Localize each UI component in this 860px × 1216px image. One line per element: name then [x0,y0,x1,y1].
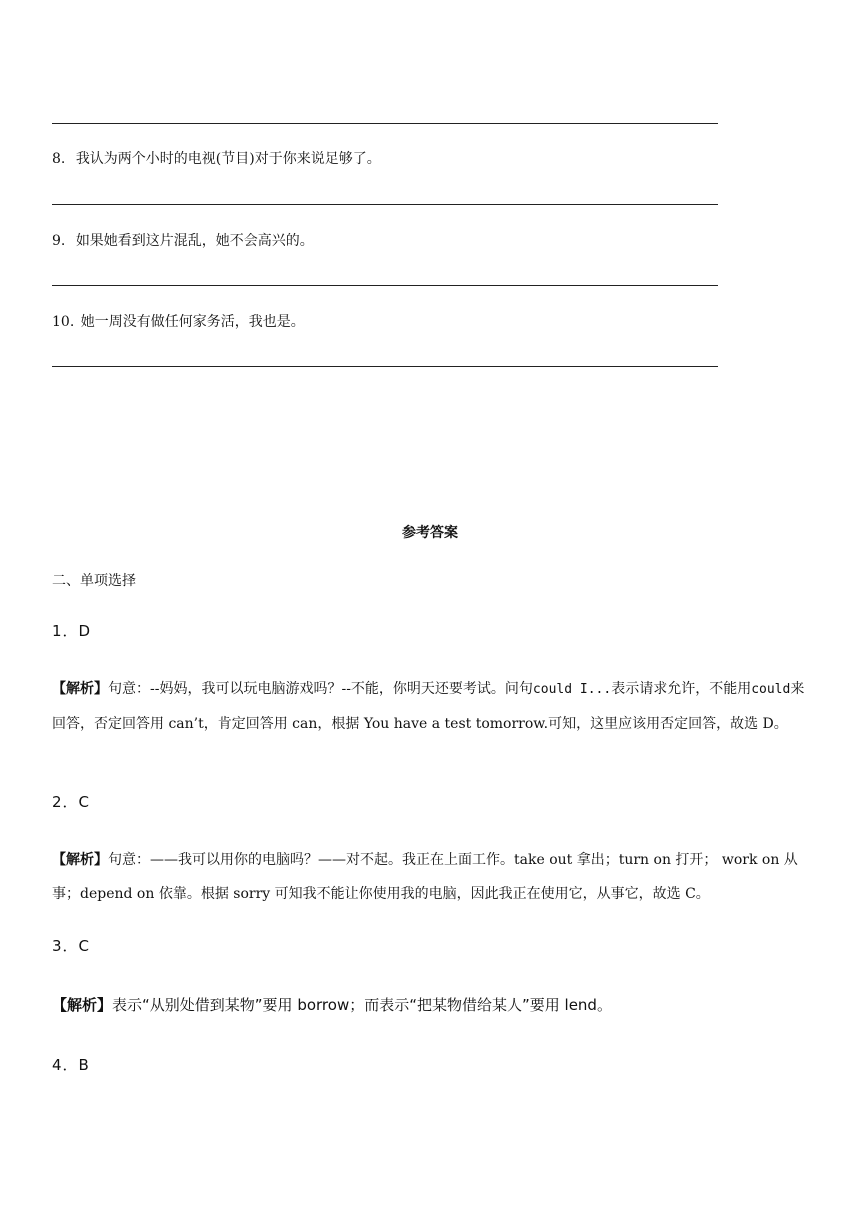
code-snippet: could [751,682,791,697]
answer-label-1: 1．D [52,622,92,640]
explanation-tag: 【解析】 [52,996,113,1014]
explanation-text: 表示请求允许，不能用 [611,681,752,697]
question-number: 10. [52,314,75,330]
explanation-2 [52,843,812,911]
answer-line [52,366,718,367]
answer-line [52,285,718,286]
answer-line [52,204,718,205]
explanation-text: 句意：--妈妈，我可以玩电脑游戏吗？--不能，你明天还要考试。问句 [108,681,533,697]
question-number: 9. [52,233,66,249]
answer-label-4: 4．B [52,1056,90,1074]
answers-title: 参考答案 [402,525,458,541]
question-text: 她一周没有做任何家务活，我也是。 [80,314,305,330]
explanation-text: 句意：——我可以用你的电脑吗？——对不起。我正在上面工作。take out 拿出；turn on 打开； work on 从事；depend on 依靠。根据 sorry 可知我不能让你使用我的电脑，因此我正在使用它，从事它，故选 C。 [52,852,798,902]
explanation-3 [52,988,812,1022]
answer-label-2: 2．C [52,793,91,811]
explanation-tag: 【解析】 [52,681,108,697]
explanation-1 [52,672,812,741]
code-snippet: could I... [532,682,612,697]
question-number: 8. [52,151,66,167]
question-10 [52,311,305,331]
explanation-text: 来回答，否定回答用 can’t，肯定回答用 can，根据 You have a test tomorrow.可知，这里应该用否定回答，故选 D。 [52,681,805,732]
answer-line [52,123,718,124]
explanation-tag: 【解析】 [52,852,108,868]
section-heading: 二、单项选择 [52,573,136,589]
question-text: 如果她看到这片混乱，她不会高兴的。 [75,233,314,249]
answer-label-3: 3．C [52,937,91,955]
explanation-text: 表示“从别处借到某物”要用 borrow；而表示“把某物借给某人”要用 lend。 [112,996,612,1014]
question-8 [52,148,381,168]
question-9 [52,230,314,250]
question-text: 我认为两个小时的电视(节目)对于你来说足够了。 [75,151,381,167]
